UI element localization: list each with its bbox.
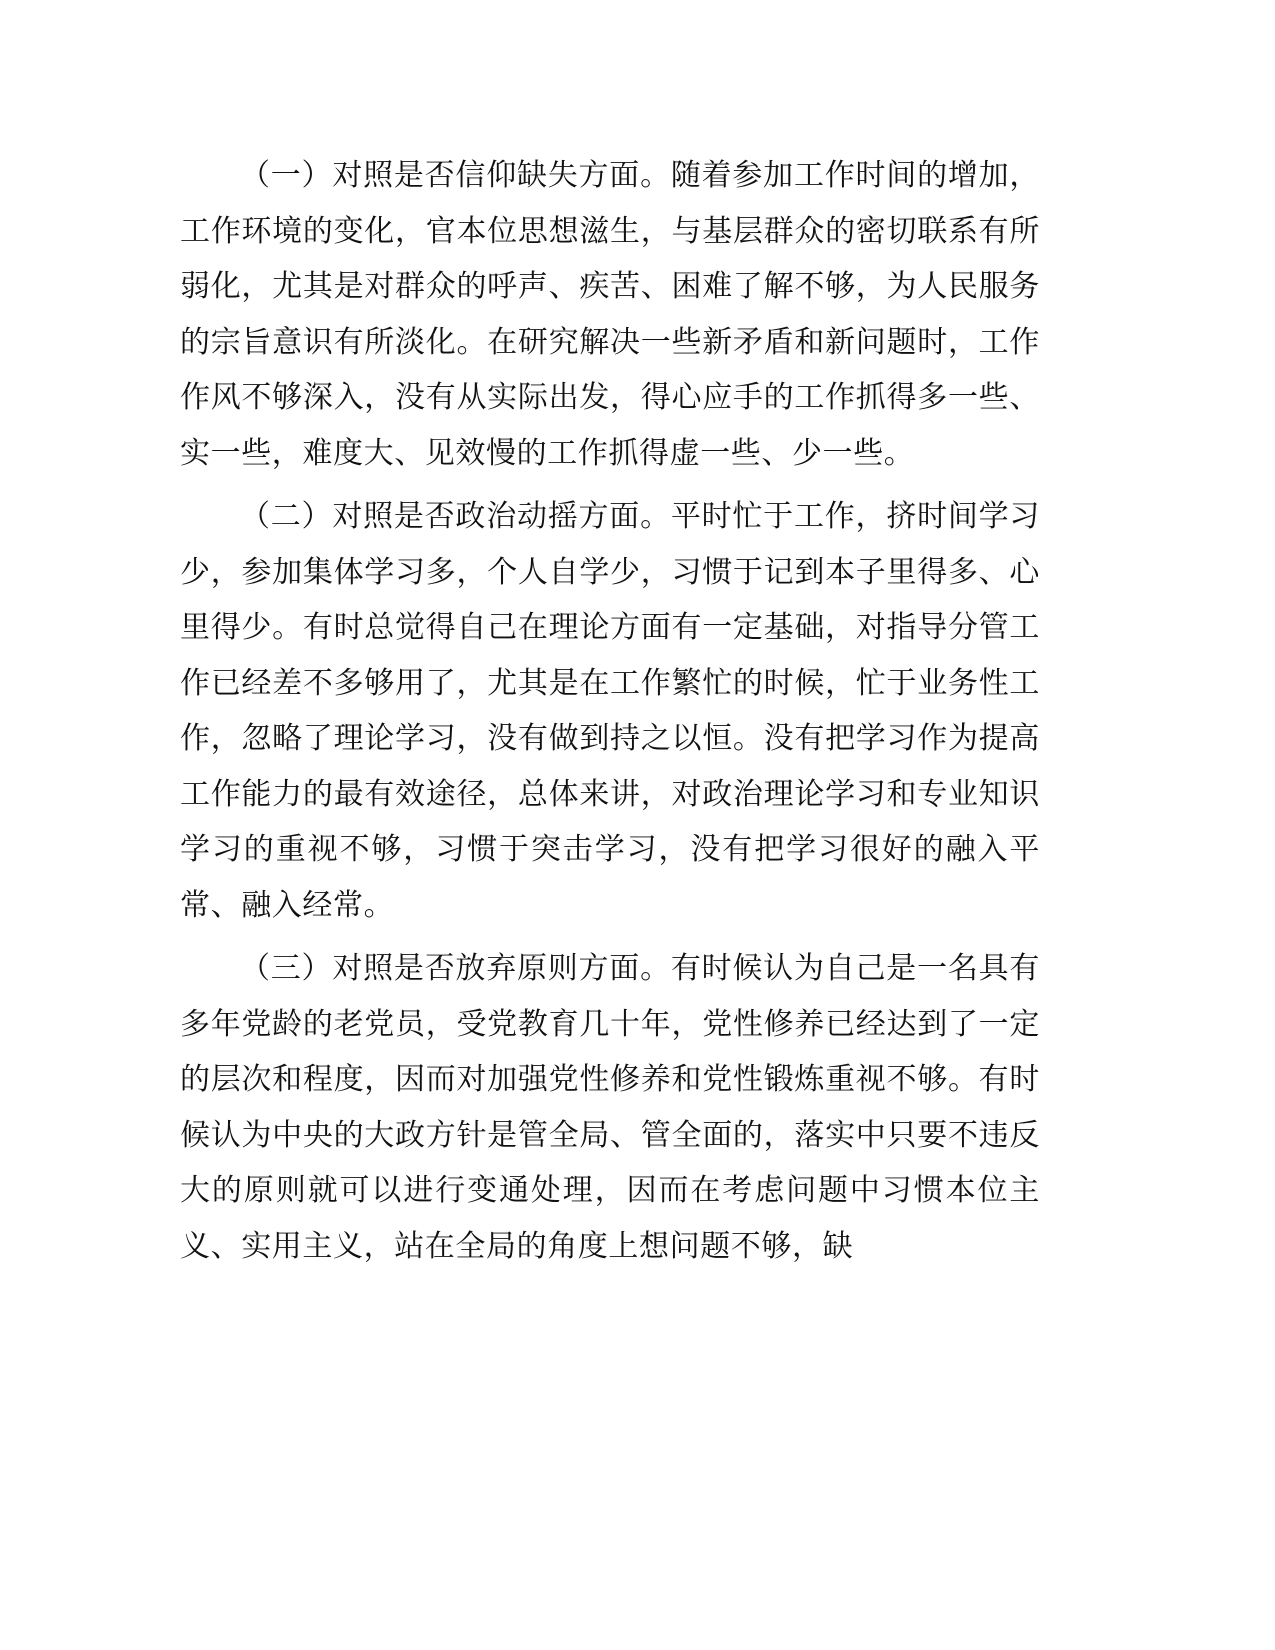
- paragraph-principles: （三）对照是否放弃原则方面。有时候认为自己是一名具有多年党龄的老党员，受党教育几十年，党性修养已经达到了一定的层次和程度，因而对加强党性修养和党性锻炼重视不够。有时候认为中央的大政方针是管全局、管全面的，落实中只要不违反大的原则就可以进行变通处理，因而在考虑问题中习惯本位主义、实用主义，站在全局的角度上想问题不够，缺: [180, 951, 1040, 1264]
- paragraph-politics: （二）对照是否政治动摇方面。平时忙于工作，挤时间学习少，参加集体学习多，个人自学少，习惯于记到本子里得多、心里得少。有时总觉得自己在理论方面有一定基础，对指导分管工作已经差不多够用了，尤其是在工作繁忙的时候，忙于业务性工作，忽略了理论学习，没有做到持之以恒。没有把学习作为提高工作能力的最有效途径，总体来讲，对政治理论学习和专业知识学习的重视不够，习惯于突击学习，没有把学习很好的融入平常、融入经常。: [180, 499, 1040, 923]
- document-body: [180, 148, 1040, 1282]
- paragraph-faith: （一）对照是否信仰缺失方面。随着参加工作时间的增加，工作环境的变化，官本位思想滋生，与基层群众的密切联系有所弱化，尤其是对群众的呼声、疾苦、困难了解不够，为人民服务的宗旨意识有所淡化。在研究解决一些新矛盾和新问题时，工作作风不够深入，没有从实际出发，得心应手的工作抓得多一些、实一些，难度大、见效慢的工作抓得虚一些、少一些。: [180, 158, 1040, 471]
